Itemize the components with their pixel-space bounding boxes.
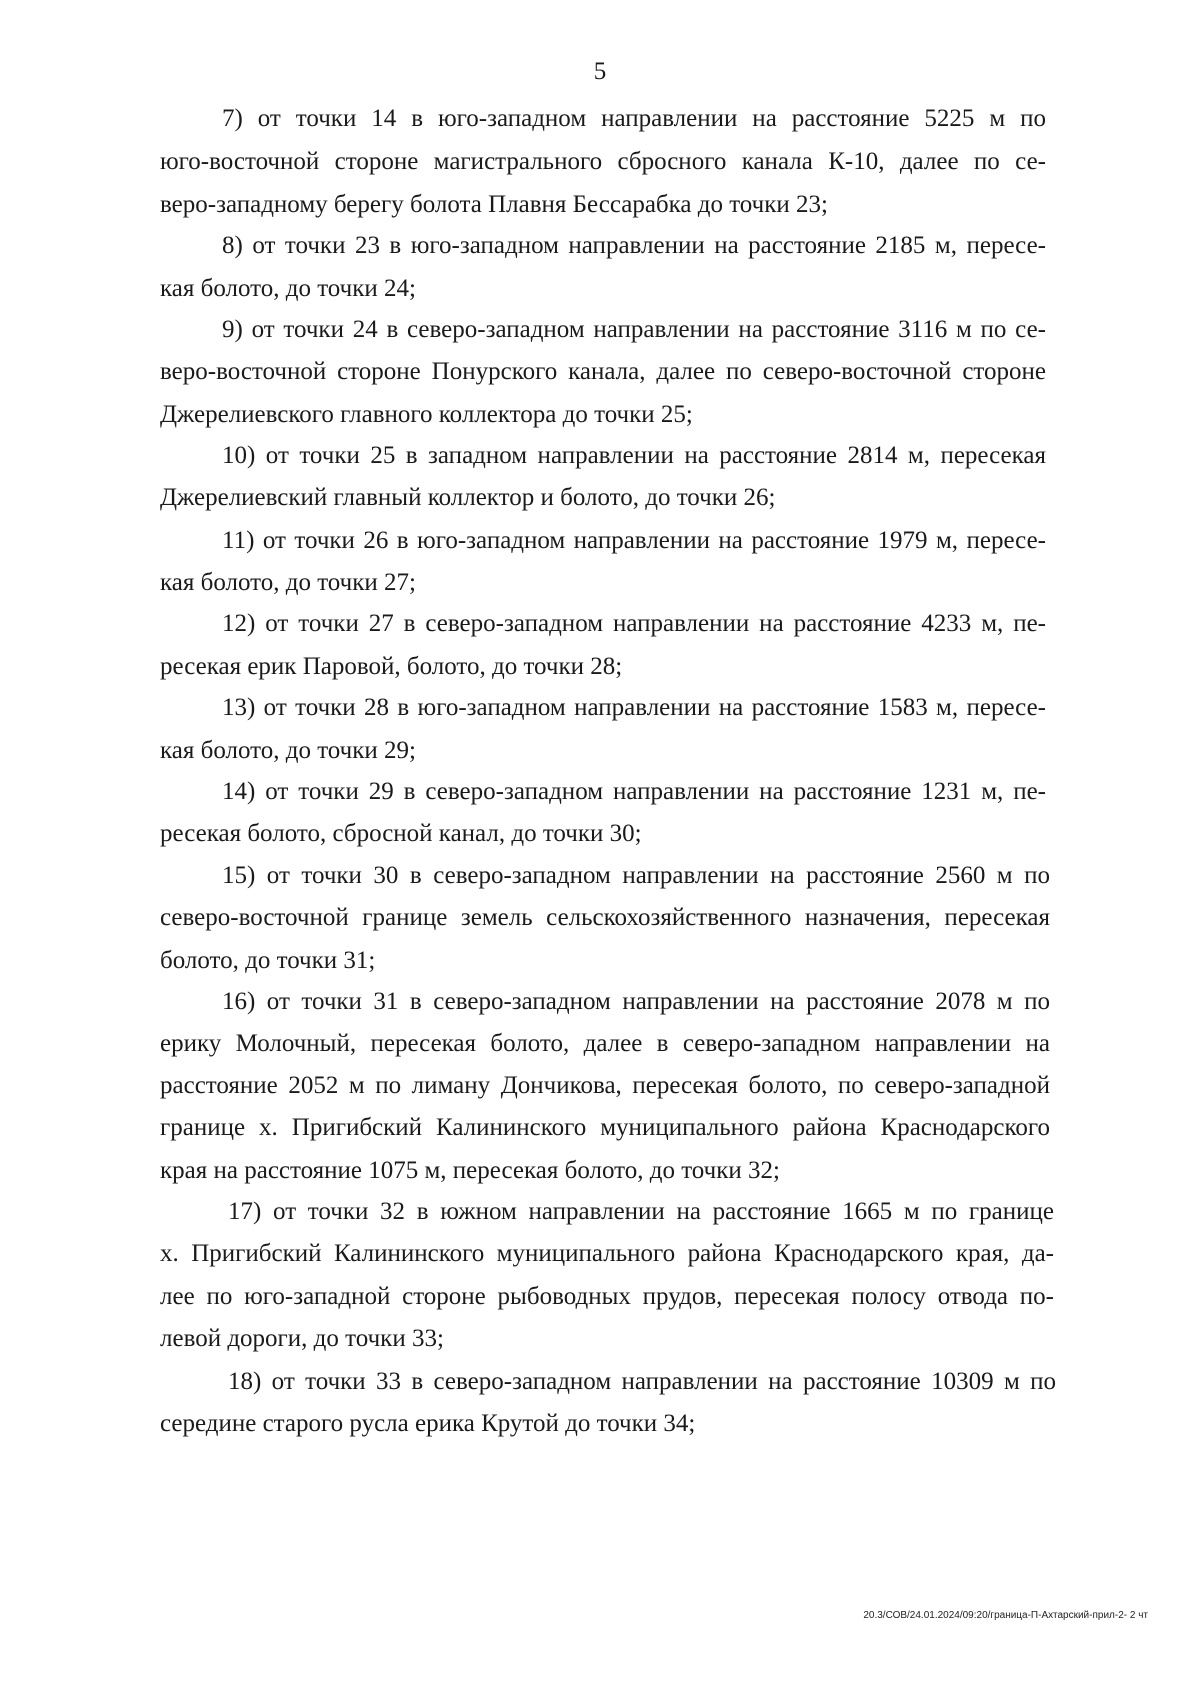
paragraph-2-line-1: 8) от точки 23 в юго-западном направлении на расстояние 2185 м, пересе-: [222, 232, 1046, 259]
paragraph-10-line-3: расстояние 2052 м по лиману Дончикова, пересекая болото, по северо-западной: [160, 1072, 1050, 1099]
paragraph-8-line-2: ресекая болото, сбросной канал, до точки 30;: [160, 820, 642, 847]
paragraph-1-line-3: веро-западному берегу болота Плавня Бессарабка до точки 23;: [160, 191, 828, 218]
paragraph-7-line-1: 13) от точки 28 в юго-западном направлении на расстояние 1583 м, пересе-: [222, 694, 1046, 721]
paragraph-8-line-1: 14) от точки 29 в северо-западном направлении на расстояние 1231 м, пе-: [222, 778, 1046, 805]
paragraph-4-line-1: 10) от точки 25 в западном направлении на расстояние 2814 м, пересекая: [222, 442, 1046, 469]
paragraph-11-line-4: левой дороги, до точки 33;: [160, 1325, 444, 1352]
paragraph-1-line-2: юго-восточной стороне магистрального сбросного канала К-10, далее по се-: [160, 148, 1046, 175]
paragraph-1-line-1: 7) от точки 14 в юго-западном направлении на расстояние 5225 м по: [222, 105, 1046, 132]
paragraph-9-line-3: болото, до точки 31;: [160, 947, 376, 974]
paragraph-10-line-5: края на расстояние 1075 м, пересекая болото, до точки 32;: [160, 1157, 780, 1184]
paragraph-7-line-2: кая болото, до точки 29;: [160, 737, 416, 764]
paragraph-9-line-2: северо-восточной границе земель сельскохозяйственного назначения, пересекая: [160, 904, 1050, 931]
paragraph-2-line-2: кая болото, до точки 24;: [160, 275, 416, 302]
paragraph-3-line-2: веро-восточной стороне Понурского канала, далее по северо-восточной стороне: [160, 358, 1046, 385]
paragraph-9-line-1: 15) от точки 30 в северо-западном направлении на расстояние 2560 м по: [222, 862, 1050, 889]
paragraph-10-line-4: границе х. Пригибский Калининского муниципального района Краснодарского: [160, 1114, 1050, 1141]
page-number: 5: [593, 58, 607, 85]
paragraph-11-line-2: х. Пригибский Калининского муниципального района Краснодарского края, да-: [160, 1240, 1054, 1267]
paragraph-6-line-2: ресекая ерик Паровой, болото, до точки 28;: [160, 653, 623, 680]
document-footer: 20.3/СОВ/24.01.2024/09:20/граница-П-Ахтарский-прил-2- 2 чт: [863, 1610, 1148, 1621]
paragraph-12-line-2: середине старого русла ерика Крутой до точки 34;: [160, 1410, 696, 1437]
paragraph-3-line-1: 9) от точки 24 в северо-западном направлении на расстояние 3116 м по се-: [222, 316, 1046, 343]
paragraph-11-line-3: лее по юго-западной стороне рыбоводных прудов, пересекая полосу отвода по-: [160, 1283, 1054, 1310]
paragraph-4-line-2: Джерелиевский главный коллектор и болото, до точки 26;: [160, 484, 776, 511]
paragraph-5-line-1: 11) от точки 26 в юго-западном направлении на расстояние 1979 м, пересе-: [222, 527, 1046, 554]
paragraph-10-line-2: ерику Молочный, пересекая болото, далее в северо-западном направлении на: [160, 1030, 1050, 1057]
paragraph-3-line-3: Джерелиевского главного коллектора до точки 25;: [160, 401, 693, 428]
paragraph-6-line-1: 12) от точки 27 в северо-западном направлении на расстояние 4233 м, пе-: [222, 610, 1046, 637]
paragraph-5-line-2: кая болото, до точки 27;: [160, 569, 416, 596]
paragraph-11-line-1: 17) от точки 32 в южном направлении на расстояние 1665 м по границе: [228, 1198, 1054, 1225]
paragraph-12-line-1: 18) от точки 33 в северо-западном направлении на расстояние 10309 м по: [228, 1368, 1056, 1395]
paragraph-10-line-1: 16) от точки 31 в северо-западном направлении на расстояние 2078 м по: [222, 988, 1050, 1015]
